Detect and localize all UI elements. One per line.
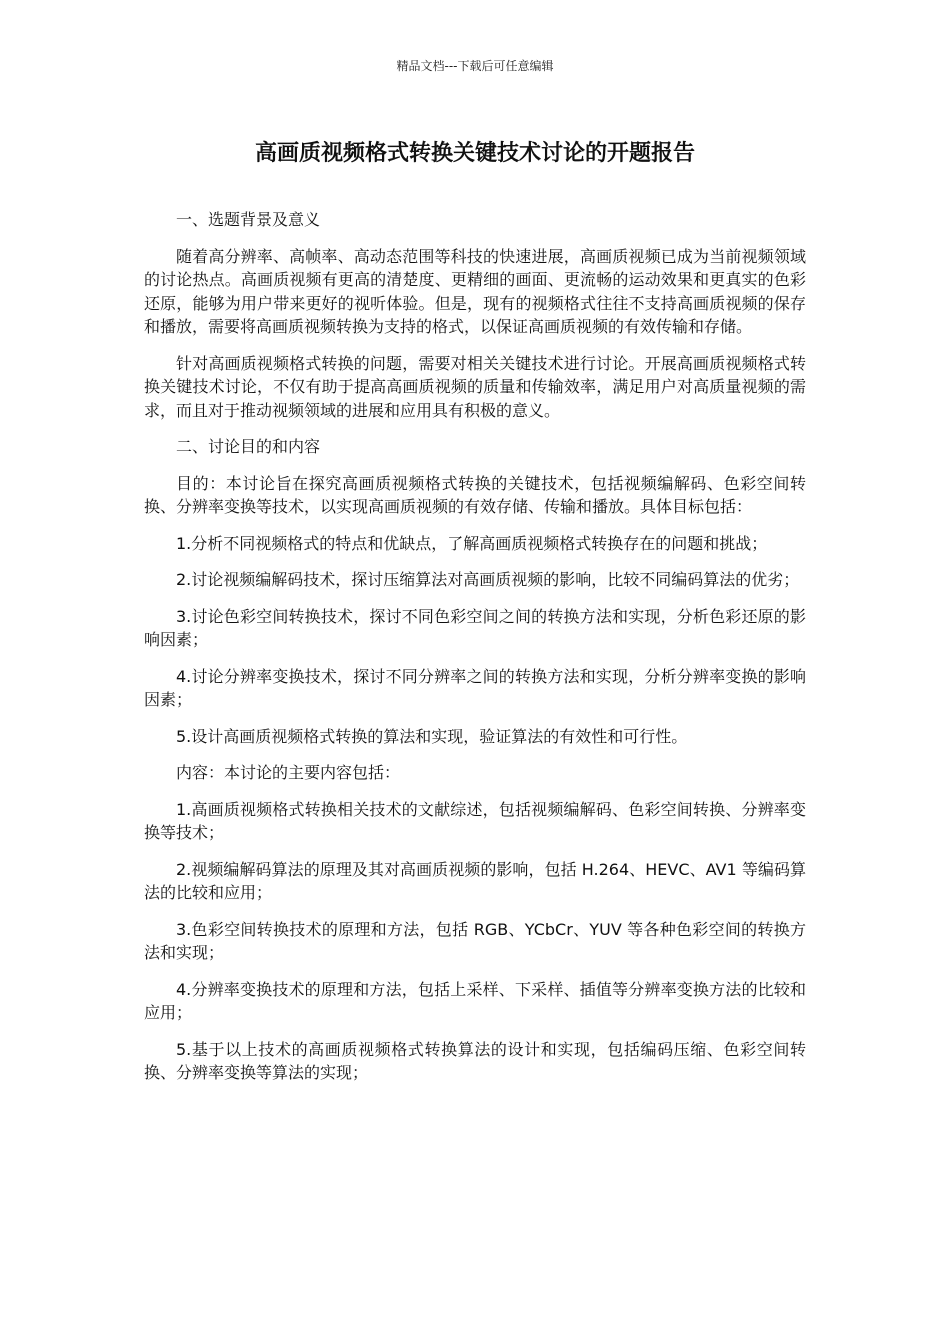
paragraph: 内容：本讨论的主要内容包括： [176,763,401,782]
list-item: 3.讨论色彩空间转换技术，探讨不同色彩空间之间的转换方法和实现，分析色彩还原的影响因素； [144,606,806,649]
list-item: 2.讨论视频编解码技术，探讨压缩算法对高画质视频的影响，比较不同编码算法的优劣； [176,570,800,589]
list-item: 3.色彩空间转换技术的原理和方法，包括 RGB、YCbCr、YUV 等各种色彩空间的转换方法和实现； [144,919,806,962]
page-header: 精品文档---下载后可任意编辑 [396,59,554,73]
paragraph: 随着高分辨率、高帧率、高动态范围等科技的快速进展，高画质视频已成为当前视频领域的讨论热点。高画质视频有更高的清楚度、更精细的画面、更流畅的运动效果和更真实的色彩还原，能够为用户带来更好的视听体验。但是，现有的视频格式往往不支持高画质视频的保存和播放，需要将高画质视频转换为支持的格式，以保证高画质视频的有效传输和存储。 [144,246,806,336]
document-title: 高画质视频格式转换关键技术讨论的开题报告 [254,141,695,166]
list-item: 4.讨论分辨率变换技术，探讨不同分辨率之间的转换方法和实现，分析分辨率变换的影响因素； [144,666,806,709]
paragraph: 针对高画质视频格式转换的问题，需要对相关关键技术进行讨论。开展高画质视频格式转换关键技术讨论，不仅有助于提高高画质视频的质量和传输效率，满足用户对高质量视频的需求，而且对于推动视频领域的进展和应用具有积极的意义。 [144,353,806,420]
document-body [144,208,806,1098]
section-heading: 一、选题背景及意义 [176,210,321,229]
list-item: 1.分析不同视频格式的特点和优缺点，了解高画质视频格式转换存在的问题和挑战； [176,533,768,553]
list-item: 5.基于以上技术的高画质视频格式转换算法的设计和实现，包括编码压缩、色彩空间转换、分辨率变换等算法的实现； [144,1039,806,1082]
list-item: 1.高画质视频格式转换相关技术的文献综述，包括视频编解码、色彩空间转换、分辨率变换等技术； [144,799,806,842]
section-heading: 二、讨论目的和内容 [176,437,321,456]
list-item: 2.视频编解码算法的原理及其对高画质视频的影响，包括 H.264、HEVC、AV1 等编码算法的比较和应用； [144,859,806,902]
paragraph: 目的：本讨论旨在探究高画质视频格式转换的关键技术，包括视频编解码、色彩空间转换、分辨率变换等技术，以实现高画质视频的有效存储、传输和播放。具体目标包括： [144,473,806,516]
list-item: 4.分辨率变换技术的原理和方法，包括上采样、下采样、插值等分辨率变换方法的比较和应用； [144,979,806,1022]
list-item: 5.设计高画质视频格式转换的算法和实现，验证算法的有效性和可行性。 [176,726,688,746]
